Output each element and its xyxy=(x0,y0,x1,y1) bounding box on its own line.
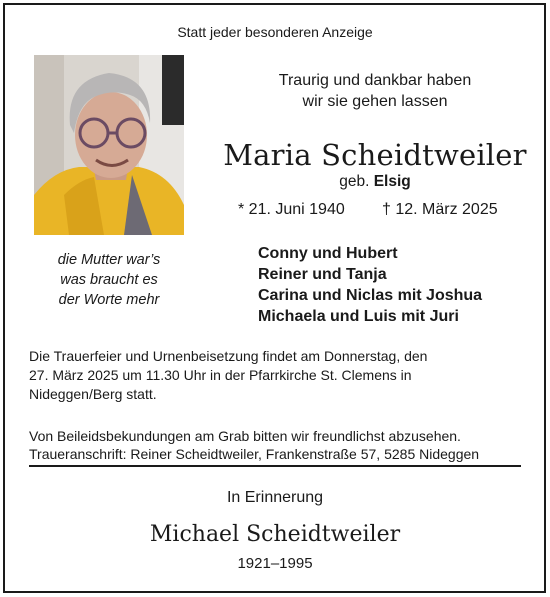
birth-name-value: Elsig xyxy=(373,173,411,190)
quote-line: der Worte mehr xyxy=(58,292,160,308)
header-note: Statt jeder besonderen Anzeige xyxy=(177,24,373,40)
intro-line: Traurig und dankbar haben xyxy=(278,72,472,89)
family-member: Reiner und Tanja xyxy=(258,266,387,283)
birth-name-prefix: geb. xyxy=(339,173,370,190)
family-member: Carina und Niclas mit Joshua xyxy=(258,287,483,304)
quote xyxy=(34,250,184,310)
family-member: Conny und Hubert xyxy=(258,245,398,262)
service-line: Nideggen/Berg statt. xyxy=(29,386,157,402)
service-info xyxy=(29,347,519,404)
portrait-photo xyxy=(34,55,184,235)
memorial-years: 1921–1995 xyxy=(237,555,313,572)
quote-line: die Mutter war’s xyxy=(57,252,161,268)
service-line: Die Trauerfeier und Urnenbeisetzung findet am Donnerstag, den xyxy=(29,348,428,364)
birth-name xyxy=(200,173,550,191)
quote-line: was braucht es xyxy=(60,272,158,288)
deceased-name: Maria Scheidtweiler xyxy=(223,138,527,172)
intro-line: wir sie gehen lassen xyxy=(302,93,448,110)
family-list xyxy=(258,243,538,327)
death-date: † 12. März 2025 xyxy=(382,201,498,218)
memorial-label: In Erinnerung xyxy=(226,489,324,506)
memorial-name: Michael Scheidtweiler xyxy=(149,522,401,547)
mourning-address: Traueranschrift: Reiner Scheidtweiler, Frankenstraße 57, 5285 Nideggen xyxy=(29,445,521,467)
intro-text xyxy=(200,70,550,112)
birth-date: * 21. Juni 1940 xyxy=(238,201,345,218)
family-member: Michaela und Luis mit Juri xyxy=(258,308,459,325)
condolence-note: Von Beileidsbekundungen am Grab bitten wir freundlichst abzusehen. xyxy=(29,428,461,444)
service-line: 27. März 2025 um 11.30 Uhr in der Pfarrkirche St. Clemens in xyxy=(29,367,412,383)
